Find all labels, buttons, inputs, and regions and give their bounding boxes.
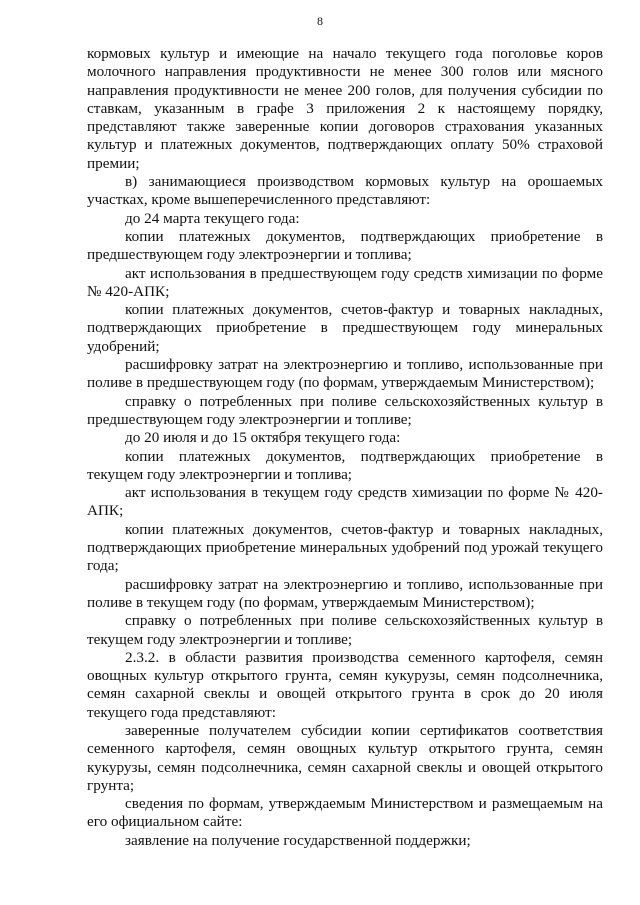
- paragraph-payment-docs-current: копии платежных документов, подтверждающих приобретение в текущем году электроэнергии и топлива;: [87, 447, 603, 483]
- paragraph-chemicals-act-prior: акт использования в предшествующем году средств химизации по форме № 420-АПК;: [87, 264, 603, 300]
- page-number: 8: [317, 14, 323, 28]
- paragraph-section-2-3-2: 2.3.2. в области развития производства семенного картофеля, семян овощных культур открытого грунта, семян кукурузы, семян подсолнечника, семян сахарной свеклы и овощей открытого грунта в срок до 20 июля текущего года представляют:: [87, 648, 603, 721]
- paragraph-chemicals-act-current: акт использования в текущем году средств химизации по форме № 420-АПК;: [87, 484, 603, 520]
- paragraph-deadline-july-october: до 20 июля и до 15 октября текущего года:: [125, 429, 401, 447]
- paragraph-costs-breakdown-prior: расшифровку затрат на электроэнергию и топливо, использованные при поливе в предшествующем году (по формам, утверждаемым Министерством);: [87, 356, 603, 392]
- paragraph-application: заявление на получение государственной поддержки;: [125, 831, 471, 849]
- paragraph-irrigated-crops: в) занимающиеся производством кормовых культур на орошаемых участках, кроме вышеперечисленного представляют:: [87, 173, 603, 209]
- paragraph-consumption-certificate-prior: справку о потребленных при поливе сельскохозяйственных культур в предшествующем году электроэнергии и топливе;: [87, 392, 603, 428]
- paragraph-continuation: кормовых культур и имеющие на начало текущего года поголовье коров молочного направления продуктивности не менее 300 голов или мясного направления продуктивности не менее 200 голов, для получения субсидии по ставкам, указанным в графе 3 приложения 2 к настоящему порядку, представляют также заверенные копии договоров страхования указанных культур и платежных документов, подтверждающих оплату 50% страховой премии;: [87, 45, 603, 172]
- paragraph-consumption-certificate-current: справку о потребленных при поливе сельскохозяйственных культур в текущем году электроэнергии и топливе;: [87, 612, 603, 648]
- paragraph-costs-breakdown-current: расшифровку затрат на электроэнергию и топливо, использованные при поливе в текущем году (по формам, утверждаемым Министерством);: [87, 575, 603, 611]
- paragraph-fertilizer-docs-prior: копии платежных документов, счетов-фактур и товарных накладных, подтверждающих приобретение в предшествующем году минеральных удобрений;: [87, 301, 603, 355]
- paragraph-certificates: заверенные получателем субсидии копии сертификатов соответствия семенного картофеля, семян овощных культур открытого грунта, семян кукурузы, семян подсолнечника, семян сахарной свеклы и овощей открытого грунта;: [87, 721, 603, 794]
- paragraph-fertilizer-docs-current: копии платежных документов, счетов-фактур и товарных накладных, подтверждающих приобретение минеральных удобрений под урожай текущего года;: [87, 520, 603, 575]
- paragraph-payment-docs-prior: копии платежных документов, подтверждающих приобретение в предшествующем году электроэнергии и топлива;: [87, 227, 603, 264]
- paragraph-deadline-march: до 24 марта текущего года:: [125, 209, 300, 227]
- document-body: [87, 45, 603, 850]
- paragraph-ministry-forms: сведения по формам, утверждаемым Министерством и размещаемым на его официальном сайте:: [87, 795, 603, 831]
